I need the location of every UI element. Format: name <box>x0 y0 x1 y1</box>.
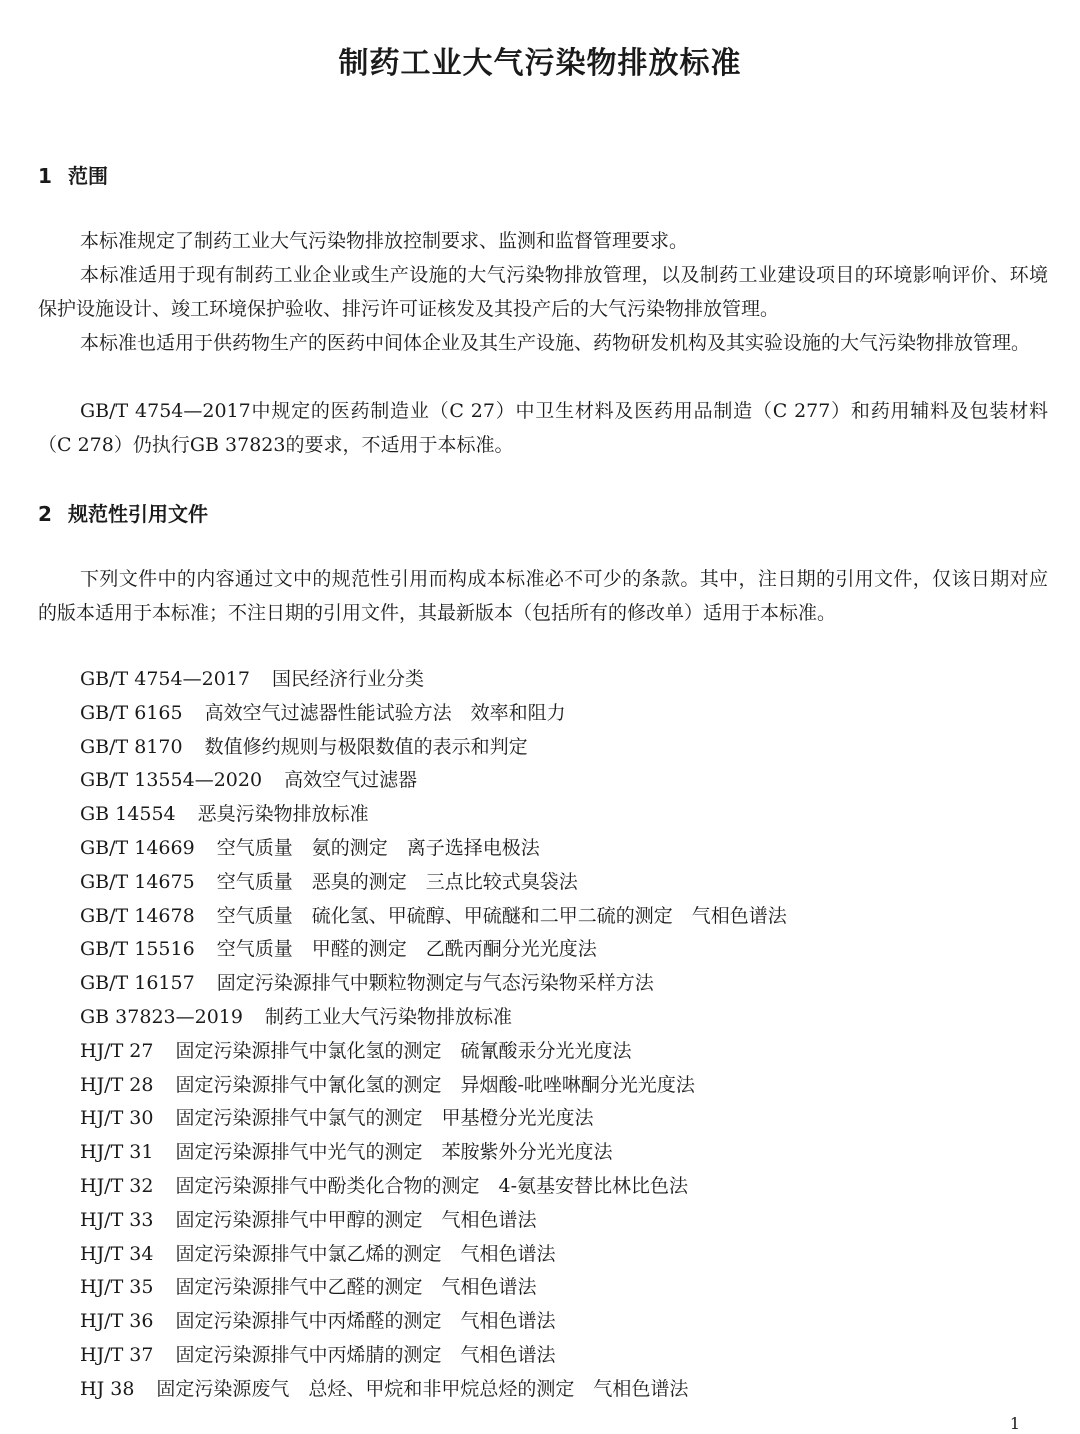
reference-title: 空气质量 硫化氢、甲硫醇、甲硫醚和二甲二硫的测定 气相色谱法 <box>216 904 787 927</box>
reference-title: 空气质量 氨的测定 离子选择电极法 <box>216 836 540 859</box>
section-1-title: 范围 <box>68 164 108 188</box>
reference-code: HJ/T 32 <box>80 1174 154 1197</box>
section-2-number: 2 <box>38 502 52 526</box>
reference-item <box>80 865 1040 899</box>
reference-item <box>80 1135 1040 1169</box>
reference-item <box>80 1203 1040 1237</box>
reference-item <box>80 831 1040 865</box>
reference-title: 固定污染源排气中光气的测定 苯胺紫外分光光度法 <box>175 1141 613 1164</box>
reference-item <box>80 1372 1040 1406</box>
reference-code: GB/T 6165 <box>80 701 183 724</box>
reference-item <box>80 899 1040 933</box>
reference-title: 国民经济行业分类 <box>271 668 424 690</box>
reference-title: 固定污染源排气中丙烯醛的测定 气相色谱法 <box>175 1310 556 1333</box>
reference-code: HJ/T 37 <box>80 1343 154 1366</box>
reference-title: 高效空气过滤器性能试验方法 效率和阻力 <box>204 701 566 724</box>
reference-item <box>80 1169 1040 1203</box>
section-2-title: 规范性引用文件 <box>68 502 208 526</box>
reference-code: HJ/T 28 <box>80 1073 154 1096</box>
reference-code: GB/T 14669 <box>80 836 195 859</box>
reference-item <box>80 730 1040 764</box>
reference-title: 固定污染源排气中颗粒物测定与气态污染物采样方法 <box>216 972 654 995</box>
reference-code: HJ/T 30 <box>80 1107 154 1130</box>
reference-item <box>80 1237 1040 1271</box>
reference-code: GB 14554 <box>80 803 176 826</box>
reference-item <box>80 1000 1040 1034</box>
reference-title: 高效空气过滤器 <box>284 769 418 792</box>
reference-title: 固定污染源排气中乙醛的测定 气相色谱法 <box>175 1276 537 1299</box>
reference-item <box>80 966 1040 1000</box>
reference-item <box>80 1034 1040 1068</box>
reference-code: GB/T 8170 <box>80 735 183 758</box>
reference-item <box>80 932 1040 966</box>
reference-item <box>80 1101 1040 1135</box>
reference-item <box>80 763 1040 797</box>
reference-item <box>80 1270 1040 1304</box>
section-2-heading <box>38 498 208 527</box>
page-number: 1 <box>1009 1414 1020 1433</box>
scope-paragraph-3: 本标准也适用于供药物生产的医药中间体企业及其生产设施、药物研发机构及其实验设施的大气污染物排放管理。 <box>80 332 1031 354</box>
reference-code: GB/T 14675 <box>80 870 195 893</box>
reference-title: 固定污染源排气中甲醇的测定 气相色谱法 <box>175 1208 537 1231</box>
reference-title: 固定污染源排气中氰化氢的测定 异烟酸-吡唑啉酮分光光度法 <box>175 1073 695 1096</box>
reference-item <box>80 1068 1040 1102</box>
reference-title: 固定污染源废气 总烃、甲烷和非甲烷总烃的测定 气相色谱法 <box>156 1377 689 1400</box>
reference-title: 固定污染源排气中氯乙烯的测定 气相色谱法 <box>175 1242 556 1265</box>
reference-title: 固定污染源排气中丙烯腈的测定 气相色谱法 <box>175 1343 556 1366</box>
reference-code: HJ/T 27 <box>80 1039 154 1062</box>
reference-item <box>80 662 1040 696</box>
reference-code: GB/T 13554—2020 <box>80 769 263 792</box>
reference-item <box>80 1338 1040 1372</box>
reference-title: 数值修约规则与极限数值的表示和判定 <box>204 735 528 758</box>
reference-code: HJ/T 36 <box>80 1310 154 1333</box>
reference-title: 恶臭污染物排放标准 <box>197 803 369 826</box>
reference-title: 固定污染源排气中氯气的测定 甲基橙分光光度法 <box>175 1107 594 1130</box>
reference-list <box>80 662 1040 1406</box>
reference-title: 空气质量 甲醛的测定 乙酰丙酮分光光度法 <box>216 938 597 961</box>
references-intro: 下列文件中的内容通过文中的规范性引用而构成本标准必不可少的条款。其中，注日期的引用文件，仅该日期对应的版本适用于本标准；不注日期的引用文件，其最新版本（包括所有的修改单）适用于本标准。 <box>38 568 1048 624</box>
reference-item <box>80 1304 1040 1338</box>
reference-code: HJ/T 31 <box>80 1141 154 1164</box>
reference-code: HJ/T 33 <box>80 1208 154 1231</box>
reference-item <box>80 696 1040 730</box>
scope-paragraph-1: 本标准规定了制药工业大气污染物排放控制要求、监测和监督管理要求。 <box>80 230 689 252</box>
document-title: 制药工业大气污染物排放标准 <box>338 46 742 81</box>
scope-paragraph-2: 本标准适用于现有制药工业企业或生产设施的大气污染物排放管理，以及制药工业建设项目的环境影响评价、环境保护设施设计、竣工环境保护验收、排污许可证核发及其投产后的大气污染物排放管理。 <box>38 264 1048 320</box>
reference-code: GB/T 4754—2017 <box>80 668 250 690</box>
reference-title: 固定污染源排气中氯化氢的测定 硫氰酸汞分光光度法 <box>175 1039 632 1062</box>
section-1-number: 1 <box>38 164 52 188</box>
reference-title: 空气质量 恶臭的测定 三点比较式臭袋法 <box>216 870 578 893</box>
reference-code: GB 37823—2019 <box>80 1005 243 1028</box>
reference-title: 制药工业大气污染物排放标准 <box>264 1005 512 1028</box>
section-1-heading <box>38 160 108 189</box>
reference-code: HJ/T 34 <box>80 1242 154 1265</box>
reference-item <box>80 797 1040 831</box>
reference-code: GB/T 15516 <box>80 938 195 961</box>
reference-code: GB/T 16157 <box>80 972 195 995</box>
reference-code: HJ/T 35 <box>80 1276 154 1299</box>
reference-code: HJ 38 <box>80 1377 135 1400</box>
reference-code: GB/T 14678 <box>80 904 195 927</box>
reference-title: 固定污染源排气中酚类化合物的测定 4-氨基安替比林比色法 <box>175 1174 688 1197</box>
scope-paragraph-4: GB/T 4754—2017中规定的医药制造业（C 27）中卫生材料及医药用品制造（C 277）和药用辅料及包装材料（C 278）仍执行GB 37823的要求，不适用于本标准。 <box>38 400 1048 456</box>
